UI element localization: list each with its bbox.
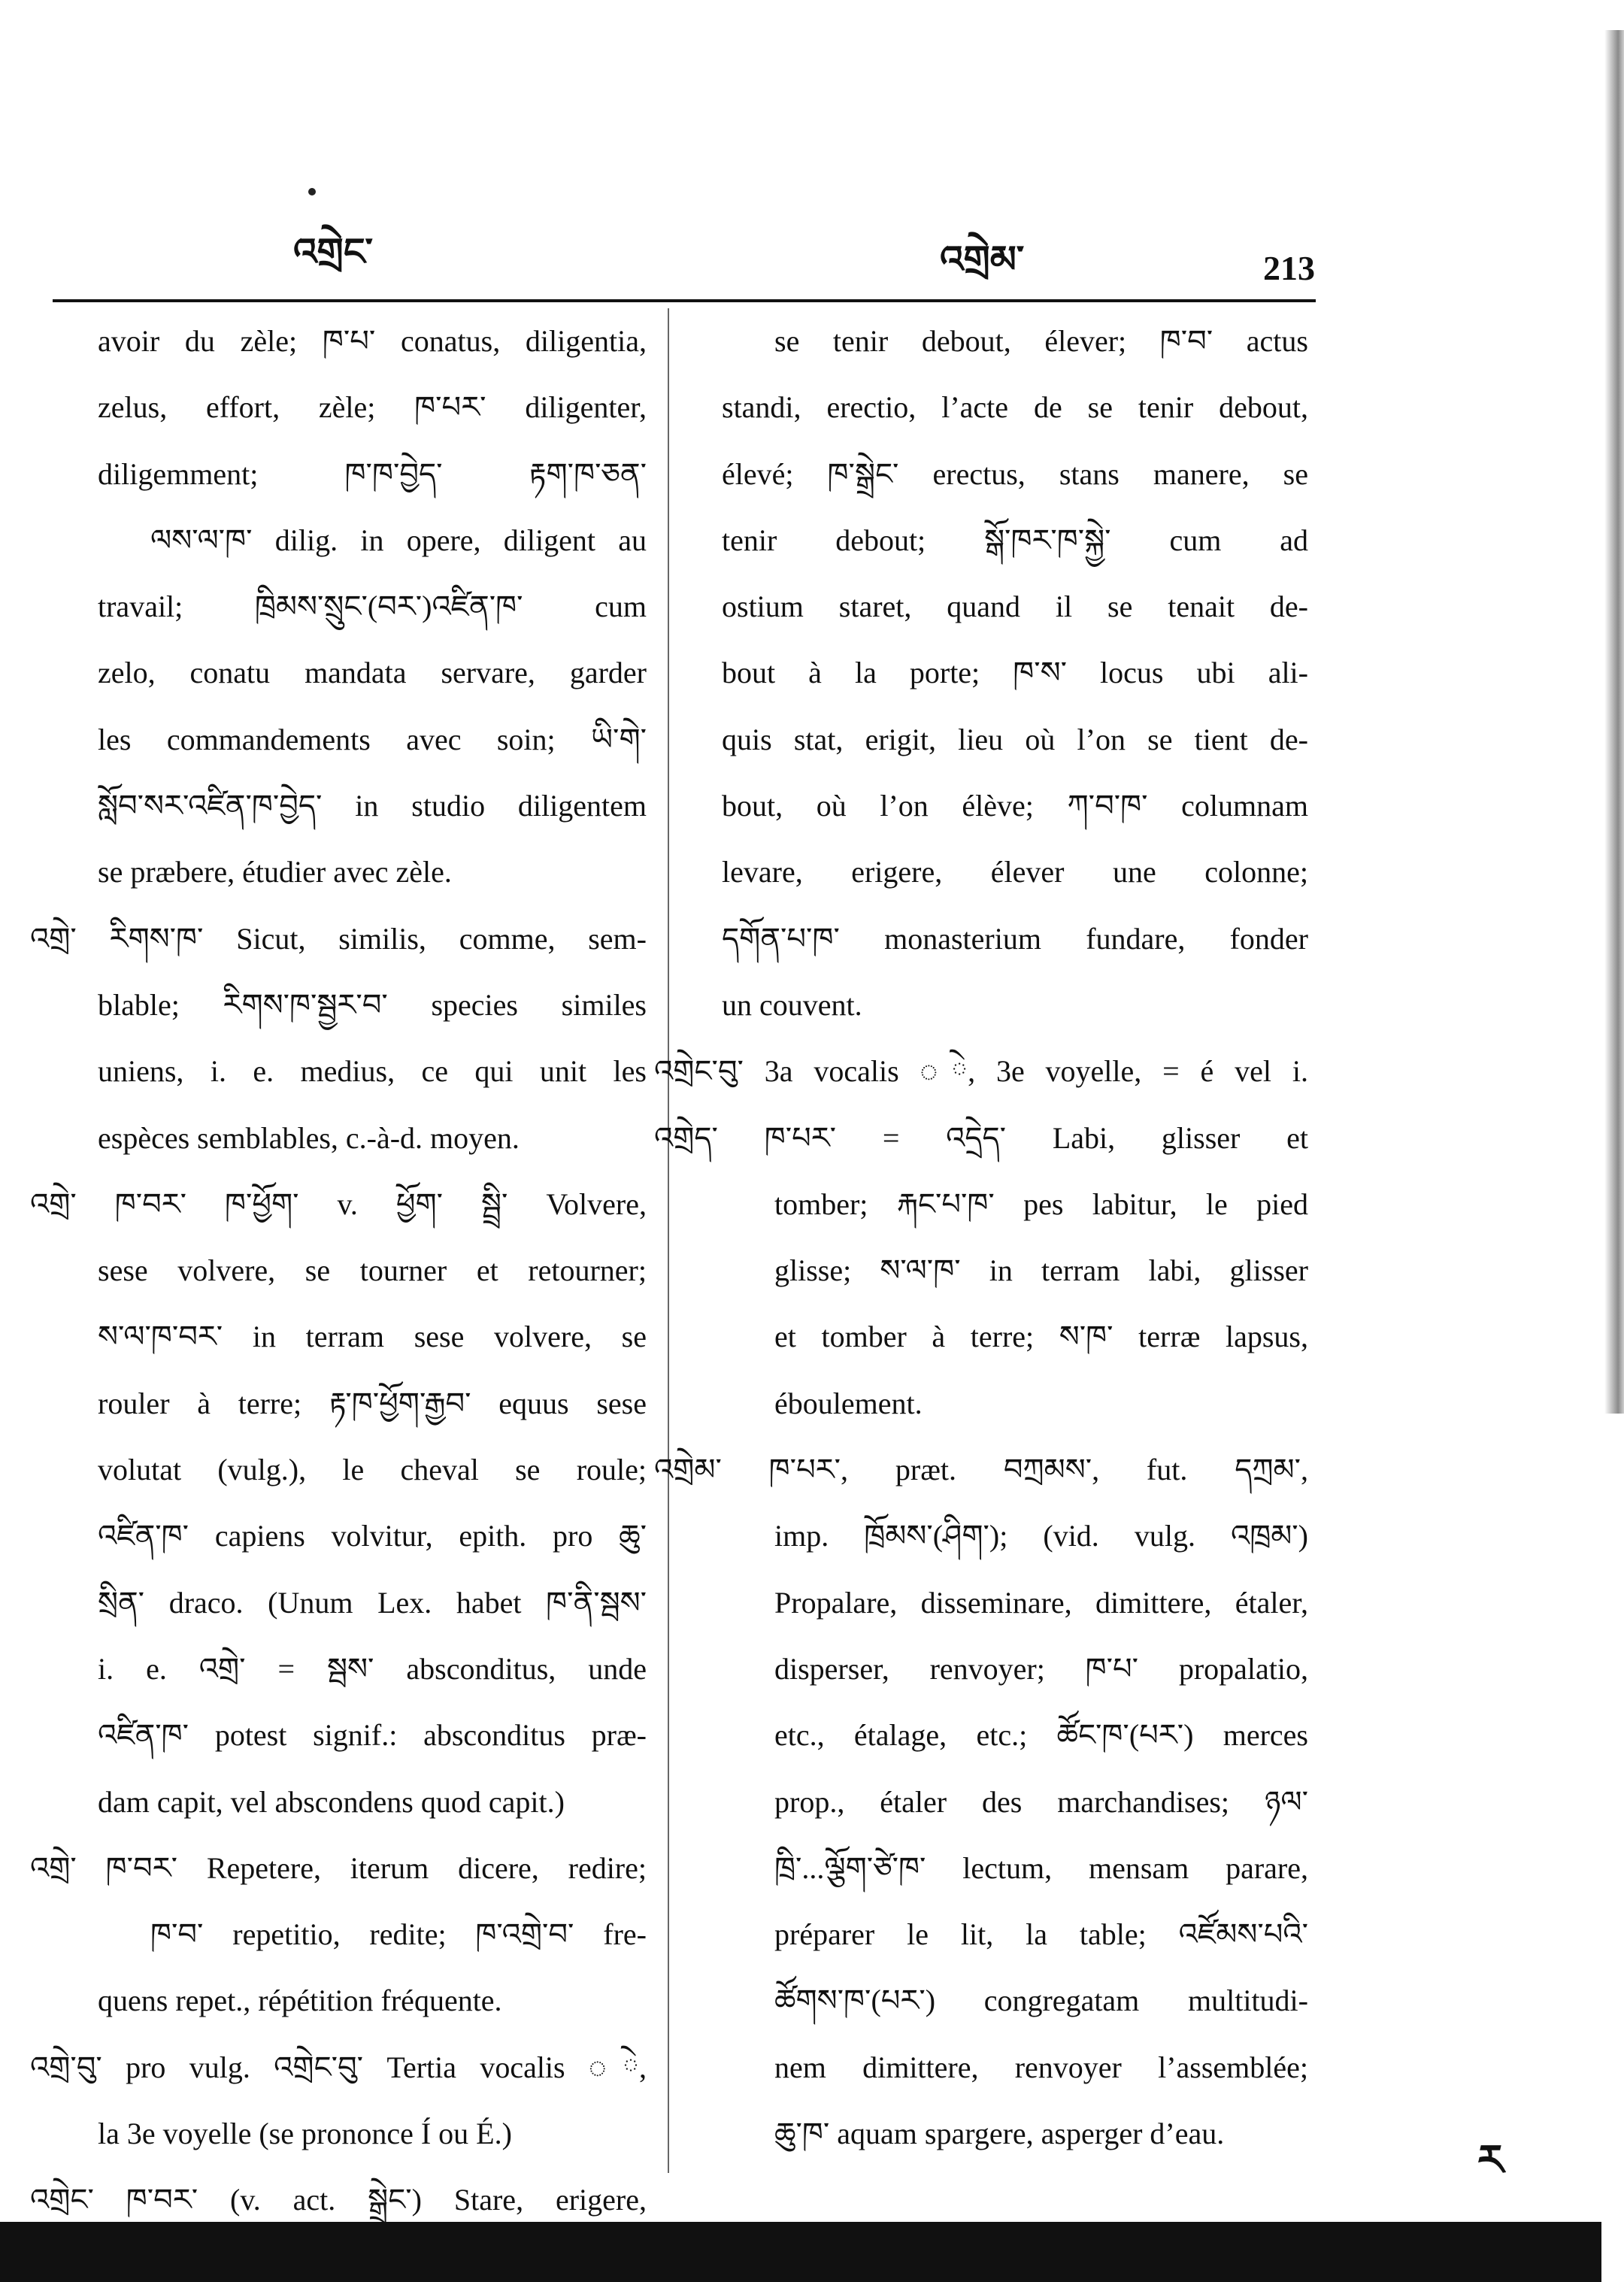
text-line: disperser, renvoyer; ཁ་པ་ propalatio,	[774, 1651, 1308, 1686]
text-line: nem dimittere, renvoyer l’assemblée;	[774, 2050, 1308, 2084]
text-line: diligemment; ཁ་ཁ་བྱེད་ རྟག་ཁ་ཅན་	[98, 456, 647, 491]
text-line: volutat (vulg.), le cheval se roule;	[98, 1453, 647, 1487]
text-line: quis stat, erigit, lieu où l’on se tient de-	[722, 722, 1308, 756]
text-line: et tomber à terre; ས་ཁ་ terræ lapsus,	[774, 1320, 1308, 1354]
text-line: སློབ་སར་འཛིན་ཁ་བྱེད་ in studio diligentem	[98, 789, 647, 823]
text-line: འགྲེང་བུ་ 3a vocalis ◌ེ, 3e voyelle, = é vel i.	[654, 1054, 1308, 1089]
text-line: quens repet., répétition fréquente.	[98, 1983, 502, 2018]
text-line: se tenir debout, élever; ཁ་བ་ actus	[774, 324, 1308, 358]
text-line: འགྲེ་ རིགས་ཁ་ Sicut, similis, comme, sem-	[30, 921, 647, 956]
text-line: tenir debout; སྒོ་ཁར་ཁ་སྐྱེ་ cum ad	[722, 523, 1308, 557]
text-line: standi, erectio, l’acte de se tenir debout,	[722, 390, 1308, 425]
page-edge-shadow	[1604, 30, 1624, 1414]
text-line: les commandements avec soin; ཡི་གེ་	[98, 722, 647, 756]
page-header	[53, 226, 1316, 301]
text-line: rouler à terre; རྟ་ཁ་ཕྱོག་རྒྱབ་ equus sese	[98, 1386, 647, 1420]
text-line: Propalare, disseminare, dimittere, étaler,	[774, 1585, 1308, 1620]
text-line: འཛིན་ཁ་ capiens volvitur, epith. pro ཆུ་	[98, 1519, 647, 1553]
text-line: འཛིན་ཁ་ potest signif.: absconditus præ-	[98, 1718, 647, 1753]
text-line: préparer le lit, la table; འཛོམས་པའི་	[774, 1917, 1308, 1952]
text-line: འགྲེ་བུ་ pro vulg. འགྲེང་བུ་ Tertia vocalis ◌ེ,	[30, 2050, 647, 2084]
text-line: zelo, conatu mandata servare, garder	[98, 656, 647, 690]
text-line: ostium staret, quand il se tenait de-	[722, 589, 1308, 624]
text-line: élevé; ཁ་སྒྲེང་ erectus, stans manere, se	[722, 456, 1308, 491]
text-line: sese volvere, se tourner et retourner;	[98, 1253, 647, 1288]
text-line: imp. ཁྲོམས་(ཤིག་); (vid. vulg. འཁྲམ་)	[774, 1519, 1308, 1553]
text-line: blable; རིགས་ཁ་སྦྱར་བ་ species similes	[98, 987, 647, 1022]
text-line: ཁྲི་...ལྕོག་ཙེ་ཁ་ lectum, mensam parare,	[774, 1850, 1308, 1885]
text-line: se præbere, étudier avec zèle.	[98, 855, 452, 889]
text-line: i. e. འགྲེ་ = སྦས་ absconditus, unde	[98, 1651, 647, 1686]
text-line: avoir du zèle; ཁ་པ་ conatus, diligentia,	[98, 324, 647, 358]
header-headword-left: འགྲེང་	[293, 230, 374, 274]
text-line: འགྲེ་ ཁ་བར་ Repetere, iterum dicere, redire;	[30, 1850, 647, 1885]
text-line: levare, erigere, élever une colonne;	[722, 855, 1308, 889]
text-line: ཁ་བ་ repetitio, redite; ཁ་འགྲེ་བ་ fre-	[150, 1917, 647, 1952]
text-line: འགྲེང་ ཁ་བར་ (v. act. སྒྲེང་) Stare, erigere,	[30, 2183, 647, 2217]
text-line: tomber; རྐང་པ་ཁ་ pes labitur, le pied	[774, 1186, 1308, 1221]
text-line: ས་ལ་ཁ་བར་ in terram sese volvere, se	[98, 1320, 647, 1354]
header-rule	[53, 299, 1316, 302]
text-line: un couvent.	[722, 987, 862, 1022]
text-line: zelus, effort, zèle; ཁ་པར་ diligenter,	[98, 390, 647, 425]
right-column	[654, 308, 1308, 2167]
text-line: prop., étaler des marchandises; ཉལ་	[774, 1784, 1308, 1819]
text-line: etc., étalage, etc.; ཚོང་ཁ་(པར་) merces	[774, 1718, 1308, 1753]
text-line: espèces semblables, c.-à-d. moyen.	[98, 1120, 520, 1155]
text-line: འགྲེད་ ཁ་པར་ = འདྲེད་ Labi, glisser et	[654, 1120, 1308, 1155]
scan-footer-bar	[0, 2222, 1601, 2282]
text-line: འགྲེམ་ ཁ་པར་, præt. བཀྲམས་, fut. དཀྲམ་,	[654, 1453, 1308, 1487]
text-line: ལས་ལ་ཁ་ dilig. in opere, diligent au	[150, 523, 647, 557]
text-line: bout, où l’on élève; ཀ་བ་ཁ་ columnam	[722, 789, 1308, 823]
text-line: dam capit, vel abscondens quod capit.)	[98, 1784, 565, 1819]
text-line: དགོན་པ་ཁ་ monasterium fundare, fonder	[722, 921, 1308, 956]
text-line: la 3e voyelle (se prononce Í ou É.)	[98, 2117, 512, 2151]
header-headword-right: འགྲེམ་	[940, 238, 1025, 281]
text-line: ཆུ་ཁ་ aquam spargere, asperger d’eau.	[774, 2117, 1225, 2151]
text-line: travail; ཁྲིམས་སྲུང་(བར་)འཛིན་ཁ་ cum	[98, 589, 647, 624]
left-column	[30, 308, 647, 2234]
print-speck	[308, 188, 316, 195]
text-line: uniens, i. e. medius, ce qui unit les	[98, 1054, 647, 1089]
text-line: éboulement.	[774, 1386, 923, 1420]
text-line: སྲིན་ draco. (Unum Lex. habet ཁ་ནི་སྦས་	[98, 1585, 647, 1620]
page-number: 213	[1263, 249, 1315, 287]
column-divider	[668, 308, 669, 2173]
text-line: འགྲེ་ ཁ་བར་ ཁ་ཕྱོག་ v. ཕྱོག་ སྦྲི་ Volvere,	[30, 1186, 647, 1221]
text-line: glisse; ས་ལ་ཁ་ in terram labi, glisser	[774, 1253, 1308, 1288]
text-line: ཚོགས་ཁ་(པར་) congregatam multitudi-	[774, 1983, 1308, 2018]
signature-mark: ཪ	[1477, 2135, 1504, 2185]
text-line: bout à la porte; ཁ་ས་ locus ubi ali-	[722, 656, 1308, 690]
